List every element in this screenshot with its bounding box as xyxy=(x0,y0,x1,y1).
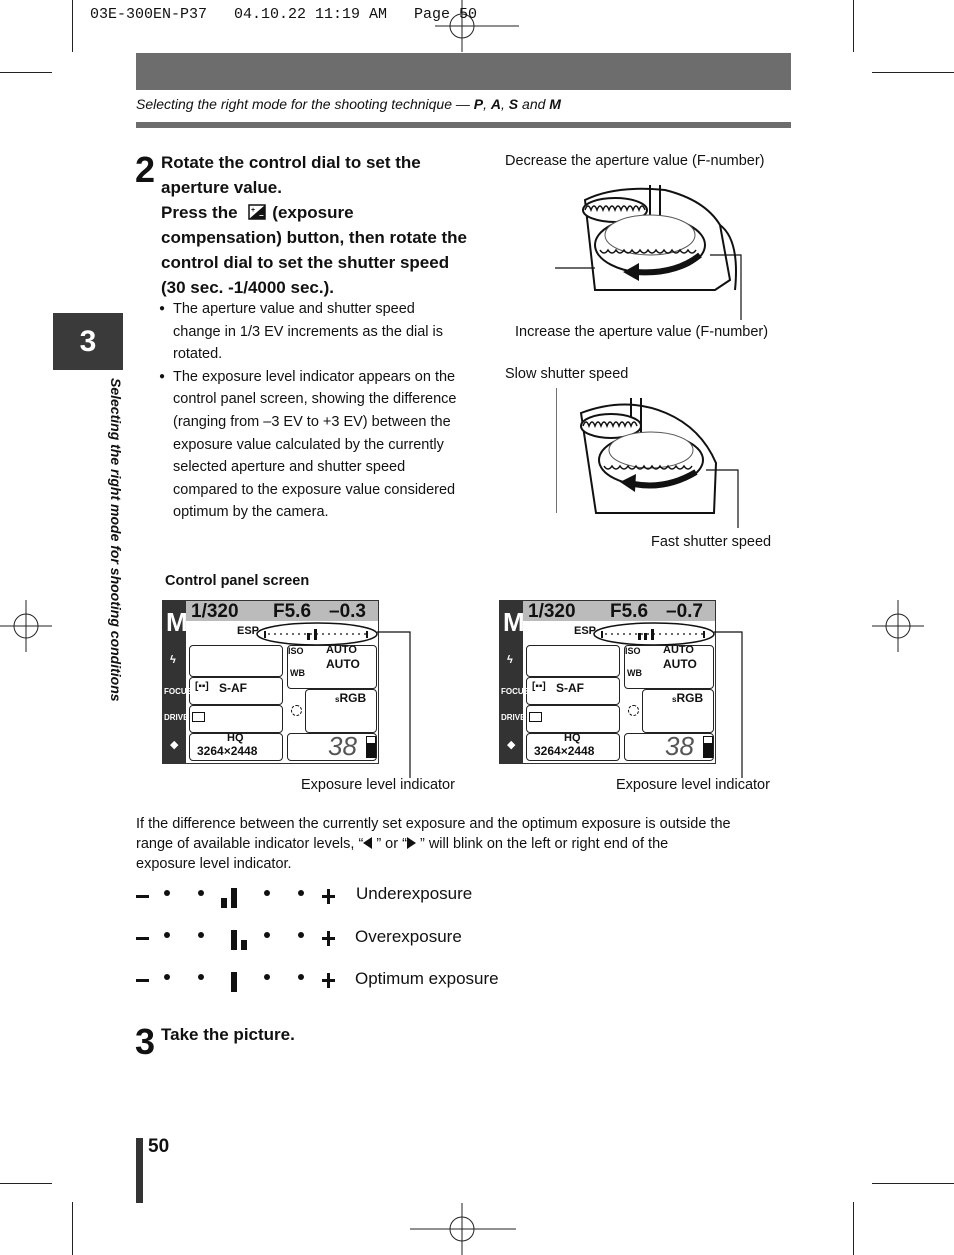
iso-value: AUTO xyxy=(663,644,694,656)
overexposure-indicator-icon xyxy=(136,926,336,952)
control-panel-screen-right xyxy=(499,600,716,764)
underexposure-indicator-icon xyxy=(136,884,336,910)
increase-aperture-label: Increase the aperture value (F-number) xyxy=(515,324,769,340)
optimum-exposure-indicator-icon xyxy=(136,968,336,994)
mode-indicator: M xyxy=(503,607,525,637)
metering-label: ESP xyxy=(574,625,597,637)
indicator-leader-line xyxy=(714,628,754,778)
crop-mark xyxy=(0,1183,52,1184)
blink-note: If the difference between the currently set exposure and the optimum exposure is outside the range of available indicator levels, “ ” or “ ” will blink on the left or right end of the exposure level indicator. xyxy=(136,816,731,872)
exposure-indicator-caption-left: Exposure level indicator xyxy=(301,777,455,793)
exposure-level-indicator xyxy=(593,621,715,647)
sharpness-icon xyxy=(628,705,639,716)
decrease-aperture-label: Decrease the aperture value (F-number) xyxy=(505,153,765,169)
page-number-bar xyxy=(136,1138,143,1203)
card-icon: ◆ xyxy=(507,739,516,751)
single-drive-icon xyxy=(529,712,542,722)
crop-mark xyxy=(853,0,854,52)
sharpness-icon xyxy=(291,705,302,716)
section-subtitle: Selecting the right mode for the shooting technique — P, A, S and M xyxy=(136,96,561,112)
step-2-instructions: Rotate the control dial to set the aperture value. Press the + − (exposure compensation) button, then rotate the control dial to set the shutter speed (30 sec. -1/4000 sec.). xyxy=(161,153,467,297)
bullet-item: ● The exposure level indicator appears on the control panel screen, showing the difference (ranging from –3 EV to +3 EV) between the exposure value calculated by the currently selected aperture and shutter speed compared to the exposure value considered optimum by the camera. xyxy=(161,366,491,524)
right-arrow-icon xyxy=(407,837,416,849)
header-rule xyxy=(136,122,791,128)
image-size-value: 3264×2448 xyxy=(197,744,258,758)
crop-mark xyxy=(872,72,954,73)
focus-label: FOCUS xyxy=(501,687,529,696)
af-target-icon: [▪▪] xyxy=(195,681,209,692)
iso-label: ISO xyxy=(625,646,641,656)
crop-mark xyxy=(72,0,73,52)
color-space-value: sRGB xyxy=(335,691,367,705)
step-3-instruction: Take the picture. xyxy=(161,1025,295,1044)
wb-label: WB xyxy=(290,668,305,678)
battery-icon xyxy=(703,736,713,758)
control-panel-heading: Control panel screen xyxy=(165,573,310,589)
flash-icon: ϟ xyxy=(170,654,176,666)
shutter-value: 1/320 xyxy=(191,601,239,622)
aperture-value: F5.6 xyxy=(610,601,649,622)
ev-value: –0.3 xyxy=(329,601,366,622)
chapter-tab: 3 xyxy=(53,313,123,370)
svg-text:−: − xyxy=(259,211,264,220)
slow-shutter-label: Slow shutter speed xyxy=(505,366,629,382)
battery-icon xyxy=(366,736,376,758)
registration-mark-icon xyxy=(0,600,52,652)
underexposure-label: Underexposure xyxy=(356,884,473,903)
quality-value: HQ xyxy=(227,732,244,744)
wb-value: AUTO xyxy=(326,657,360,671)
fast-shutter-label: Fast shutter speed xyxy=(651,534,772,550)
iso-label: ISO xyxy=(288,646,304,656)
drive-label: DRIVE xyxy=(164,713,189,722)
crop-mark xyxy=(72,1202,73,1255)
control-dial-shutter-illustration xyxy=(556,388,746,528)
crop-mark xyxy=(0,72,52,73)
flash-icon: ϟ xyxy=(507,654,513,666)
step-2-bullets xyxy=(161,298,491,524)
left-arrow-icon xyxy=(363,837,372,849)
crop-mark xyxy=(872,1183,954,1184)
iso-value: AUTO xyxy=(326,644,357,656)
metering-label: ESP xyxy=(237,625,260,637)
registration-mark-icon xyxy=(872,600,924,652)
step-number: 2 xyxy=(135,149,156,190)
image-size-value: 3264×2448 xyxy=(534,744,595,758)
chapter-side-text: Selecting the right mode for shooting conditions xyxy=(108,378,124,702)
wb-label: WB xyxy=(627,668,642,678)
overexposure-label: Overexposure xyxy=(355,927,462,946)
frame-count-value: 38 xyxy=(328,731,357,761)
focus-label: FOCUS xyxy=(164,687,192,696)
quality-value: HQ xyxy=(564,732,581,744)
aperture-value: F5.6 xyxy=(273,601,312,622)
print-slug: 03E-300EN-P37 04.10.22 11:19 AM Page 50 xyxy=(90,6,478,23)
ev-value: –0.7 xyxy=(666,601,703,622)
exposure-compensation-icon xyxy=(248,204,266,220)
single-drive-icon xyxy=(192,712,205,722)
optimum-exposure-label: Optimum exposure xyxy=(355,969,499,988)
card-icon: ◆ xyxy=(170,739,179,751)
svg-text:+: + xyxy=(251,207,256,214)
control-panel-screen-left xyxy=(162,600,379,764)
color-space-value: sRGB xyxy=(672,691,704,705)
page-number: 50 xyxy=(148,1136,170,1157)
step-number: 3 xyxy=(135,1021,156,1062)
crop-mark xyxy=(853,1202,854,1255)
focus-mode-value: S-AF xyxy=(556,681,584,695)
exposure-indicator-caption-right: Exposure level indicator xyxy=(616,777,770,793)
frame-count-value: 38 xyxy=(665,731,694,761)
bullet-item: ● The aperture value and shutter speed change in 1/3 EV increments as the dial is rotated. xyxy=(161,298,491,366)
mode-indicator: M xyxy=(166,607,188,637)
shutter-value: 1/320 xyxy=(528,601,576,622)
flash-cell xyxy=(189,645,283,677)
header-bar xyxy=(136,53,791,90)
control-dial-aperture-illustration xyxy=(555,180,790,320)
focus-mode-value: S-AF xyxy=(219,681,247,695)
registration-mark-icon xyxy=(410,1203,516,1255)
af-target-icon: [▪▪] xyxy=(532,681,546,692)
exposure-level-indicator xyxy=(256,621,378,647)
wb-value: AUTO xyxy=(663,657,697,671)
indicator-leader-line xyxy=(377,628,417,778)
drive-label: DRIVE xyxy=(501,713,526,722)
flash-cell xyxy=(526,645,620,677)
